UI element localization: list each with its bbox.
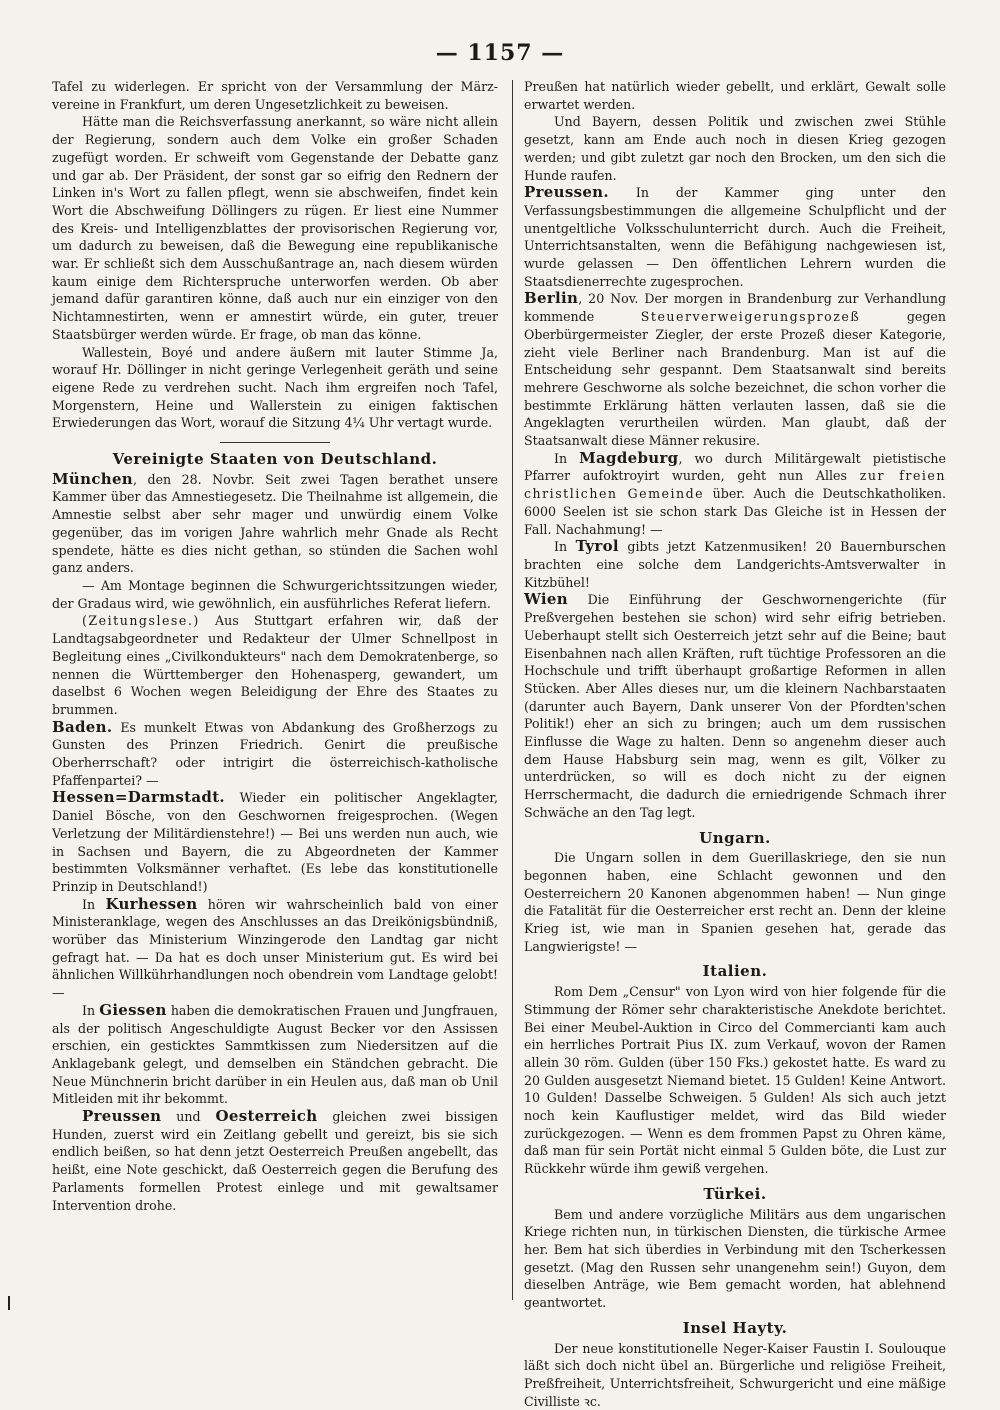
article-text: gibts jetzt Katzenmusiken! 20 Bauernburschen brachten eine solche dem Landgerichts-Amtsverwalter in Kitzbühel! <box>524 539 946 590</box>
article-preussen-oesterreich <box>52 1108 498 1214</box>
article-text: In <box>82 1002 96 1018</box>
place-name: Preussen. <box>524 183 609 202</box>
section-title: Vereinigte Staaten von Deutschland. <box>112 450 438 469</box>
right-column <box>524 78 946 1410</box>
article-text: In <box>82 896 96 912</box>
section-title: Ungarn. <box>699 828 771 847</box>
section-rule <box>220 442 330 443</box>
article-text: über. Auch die Deutschkatholiken. 6000 Seelen ist sie schon stark Das Gleiche ist in Hessen der Fall. Nachahmung! — <box>524 486 946 537</box>
article-text: In <box>554 450 568 466</box>
paragraph: Hätte man die Reichsverfassung anerkannt, so wäre nicht allein der Regierung, sondern auch dem Volke ein großer Schaden zugefügt worden. Er schweift vom Gegenstande der Debatte ganz und gar ab. Der Präsident, der sonst gar so eifrig den Rednern der Linken in's Wort zu fallen pflegt, wenn sie abschweifen, findet kein Wort die Abschweifung Döllingers zu rügen. Er liest eine Nummer des Kreis- und Intelligenzblattes der provisorischen Regierung vor, um dadurch zu beweisen, daß die Bewegung eine republikanische war. Er schließt sich dem Ausschußantrage an, nach diesem würden kaum einige dem Richterspruche unterworfen werden. Ob aber jemand dafür garantiren könne, daß auch nur ein einziger von den Nichtamnestirten, wenn er amnestirt würde, ein guter, treuer Staatsbürger werden würde. Er frage, ob man das könne. <box>52 114 498 342</box>
paragraph: Die Ungarn sollen in dem Guerillaskriege, den sie nun begonnen haben, eine Schlacht gewonnen und den Oesterreichern 20 Kanonen abgenommen haben! — Nun ginge die Fatalität für die Oesterreicher erst recht an. Denn der kleine Krieg ist, wie man in Spanien gesehen hat, gerade das Langwierigste! — <box>524 850 946 954</box>
article-text: In der Kammer ging unter den Verfassungsbestimmungen die allgemeine Schulpflicht und der unentgeltliche Volksschulunterricht durch. Auch die Freiheit, Unterrichtsanstalten, wenn die Befähigung nachgewiesen ist, wurde gelassen — Den öffentlichen Lehrern wurden die Staatsdienerrechte zugesprochen. <box>524 185 946 289</box>
article-text: hören wir wahrscheinlich bald von einer Ministeranklage, wegen des Anschlusses an das Dreikönigsbündniß, worüber das Ministerium Winzingerode den Landtag gar nicht gefragt hat. — Da hat es doch unser Ministerium gut. Es wird bei ähnlichen Willkührhandlungen noch obendrein vom Landtage gelobt! — <box>52 896 498 1001</box>
paragraph: Rom Dem „Censur" von Lyon wird von hier folgende für die Stimmung der Römer sehr charakteristische Anekdote berichtet. Bei einer Meubel-Auktion in Circo del Commercianti kam auch ein herrliches Portrait Pius IX. zum Verkauf, wovon der Ramen allein 30 röm. Gulden (über 150 Fks.) gekostet hatte. Es ward zu 20 Gulden ausgesetzt Niemand bietet. 15 Gulden! Keine Antwort. 10 Gulden! Dasselbe Schweigen. 5 Gulden! Als sich auch jetzt noch kein Kauflustiger meldet, wird das Bild wieder zurückgezogen. — Wenn es dem frommen Papst zu Ohren käme, daß man für sein Portät nicht einmal 5 Gulden böte, die Lust zur Rückkehr würde ihm gewiß vergehen. <box>524 984 946 1177</box>
section-title: Italien. <box>702 962 768 981</box>
margin-mark <box>8 1296 10 1310</box>
section-title: Insel Hayty. <box>682 1318 788 1337</box>
place-name: Magdeburg <box>579 448 679 467</box>
place-name: Giessen <box>99 1000 167 1019</box>
paragraph: Preußen hat natürlich wieder gebellt, und erklärt, Gewalt solle erwartet werden. <box>524 79 946 112</box>
article-baden <box>52 719 498 790</box>
article-text: gleichen zwei bissigen Hunden, zuerst wird ein Zeitlang gebellt und gereizt, bis sie sich endlich beißen, so hat denn jetzt Oesterreich Preußen angebellt, das heißt, eine Note geschickt, daß Oesterreich gegen die Berufung des Parlaments formellen Protest einlege und mit gewaltsamer Intervention drohe. <box>52 1109 498 1213</box>
article-text: Aus Stuttgart erfahren wir, daß der Landtagsabgeordneter und Redakteur der Ulmer Schnellpost in Begleitung eines „Civilkondukteurs" nach dem Demokratenberge, so nennen die Württemberger den Hohenasperg, gewandert, um daselbst 6 Wochen wegen Beleidigung der Ehre des Staates zu brummen. <box>52 613 498 717</box>
article-muenchen <box>52 471 498 577</box>
place-name: Wien <box>524 590 568 609</box>
place-name: Hessen=Darmstadt. <box>52 788 225 807</box>
place-name: Tyrol <box>575 537 619 556</box>
spaced-label: (Zeitungslese.) <box>82 613 200 629</box>
article-berlin <box>524 290 946 449</box>
paragraph: — Am Montage beginnen die Schwurgerichtssitzungen wieder, der Gradaus wird, wie gewöhnlich, ein ausführliches Referat liefern. <box>52 577 498 611</box>
place-name: Oesterreich <box>215 1107 318 1126</box>
article-text: haben die demokratischen Frauen und Jungfrauen, als der politisch Angeschuldigte August Becker vor den Assissen erschien, ein gesticktes Sammtkissen zum Niedersitzen auf die Anklagebank gelegt, und demselben ein Ständchen gebracht. Die Neue Münchnerin bricht darüber in ein Heulen aus, daß man ob Unil Mitleiden mit ihr bekommt. <box>52 1002 498 1107</box>
article-text: , 20 Nov. <box>578 291 639 307</box>
paragraph: Tafel zu widerlegen. Er spricht von der Versammlung der März-vereine in Frankfurt, um deren Ungesetzlichkeit zu beweisen. <box>52 79 498 112</box>
article-text: Wieder ein politischer Angeklagter, Daniel Bösche, von den Geschwornen freigesprochen. (Wegen Verletzung der Militärdienstehre!) — Bei uns werden nun auch, wie in Sachsen und Bayern, die zu Abgeordneten der Kammer bestimmten Volksmänner verhaftet. (Es lebe das konstitutionelle Prinzip in Deutschland!) <box>52 790 498 894</box>
paragraph: Wallestein, Boyé und andere äußern mit lauter Stimme Ja, worauf Hr. Döllinger in nicht geringe Verlegenheit geräth und seine eigene Rede zu verdrehen sucht. Nach ihm ergreifen noch Tafel, Morgenstern, Heine und Wallerstein zu einigen faktischen Erwiederungen das Wort, worauf die Sitzung 4¼ Uhr vertagt wurde. <box>52 344 498 431</box>
paragraph: Und Bayern, dessen Politik und zwischen zwei Stühle gesetzt, kann am Ende auch noch in diesen Krieg gezogen werden; und gibt zuletzt gar noch den Brocken, um den sich die Hunde raufen. <box>524 114 946 183</box>
article-tyrol <box>524 538 946 591</box>
place-name: Kurhessen <box>105 894 198 913</box>
place-name: Berlin <box>524 289 579 308</box>
article-magdeburg <box>524 450 946 539</box>
section-title: Türkei. <box>703 1184 767 1203</box>
place-name: Baden. <box>52 717 113 736</box>
paragraph: Bem und andere vorzügliche Militärs aus dem ungarischen Kriege richten nun, in türkischen Diensten, die türkische Armee her. Bem hat sich überdies in Verbindung mit den Tscherkessen gesetzt. (Mag den Russen sehr unangenehm sein!) Guyon, dem dieselben Anträge, wie Bem gemacht worden, hat ablehnend geantwortet. <box>524 1206 946 1311</box>
article-text: , den 28. Novbr. Seit zwei Tagen berathet unsere Kammer über das Amnestiegesetz. Die Theilnahme ist allgemein, die Amnestie selbst aber sehr mager und unwürdig einem Volke gegenüber, das im vorigen Jahre wahrlich mehr Gnade als Recht spendete, hätte es dies nicht gethan, so stünden die Sachen wohl ganz anders. <box>52 471 498 576</box>
article-text: Die Einführung der Geschwornengerichte (für Preßvergehen bestehen sie schon) wird sehr eifrig betrieben. Ueberhaupt stellt sich Oesterreich jetzt sehr auf die Beine; baut Eisenbahnen nach allen Kräften, ruft tüchtige Professoren an die Hochschule und trifft überhaupt großartige Reformen in allen Stücken. Aber Alles dieses nur, um die kleinern Nachbarstaaten (darunter auch Bayern, Dank unserer Von der Pfordten'schen Politik!) eher an sich zu bringen; auch um dem russischen Einflusse die Wage zu halten. Denn so angenehm dieser auch dem Hause Habsburg sein mag, wenn es gilt, Völker zu unterdrücken, so will es doch nicht zu der eignen Herrschermacht, die dadurch die erniedrigende Schmach ihrer Schwäche an den Tag legt. <box>524 592 946 820</box>
paragraph: Der neue konstitutionelle Neger-Kaiser Faustin I. Soulouque läßt sich doch nicht übel an. Bürgerliche und religiöse Freiheit, Preßfreiheit, Unterrichtsfreiheit, Schwurgericht und eine mäßige Civilliste ꝛc. <box>524 1340 946 1409</box>
article-text: In <box>554 539 568 555</box>
article-text: Es munkelt Etwas von Abdankung des Großherzogs zu Gunsten des Prinzen Friedrich. Genirt die preußische Oberherrschaft? oder intrigirt die österreichisch-katholische Pfaffenpartei? — <box>52 719 498 788</box>
left-column <box>52 78 498 1214</box>
place-name: München <box>52 469 134 488</box>
article-text: gegen Oberbürgermeister Ziegler, der erste Prozeß dieser Kategorie, zieht viele Berliner nach Brandenburg. Man ist auf die Entscheidung sehr gespannt. Dem Staatsanwalt sind bereits mehrere Geschworne als solche bezeichnet, die schon vorher die bestimmte Erklärung hätten verlauten lassen, daß sie die Angeklagten verurtheilen würden. Man glaubt, daß der Staatsanwalt diese Männer rekusire. <box>524 309 946 449</box>
article-wien <box>524 591 946 821</box>
article-zeitungslese <box>52 612 498 718</box>
article-preussen <box>524 184 946 290</box>
article-text: Der morgen in Brandenburg zur Verhandlung kommende <box>524 291 947 325</box>
article-hessen <box>52 789 498 895</box>
article-kurhessen <box>52 896 498 1002</box>
spaced-text: Steuerverweigerungsprozeß <box>640 309 861 325</box>
column-divider <box>512 80 513 1300</box>
place-name: Preussen <box>82 1107 162 1126</box>
page-number: — 1157 — <box>435 40 565 66</box>
article-text: und <box>176 1109 201 1125</box>
article-text: , wo durch Militärgewalt pietistische Pfarrer aufoktroyirt wurden, geht nun Alles <box>524 450 946 484</box>
article-giessen <box>52 1002 498 1108</box>
spaced-text: zur freien christlichen Gemeinde <box>524 468 946 502</box>
